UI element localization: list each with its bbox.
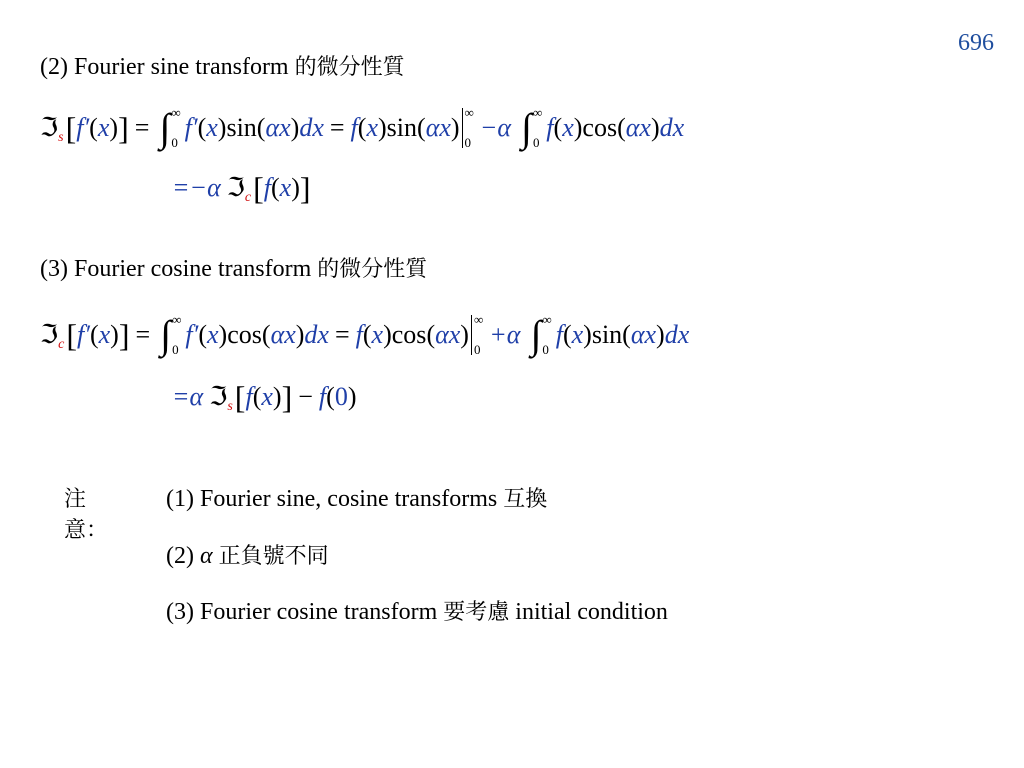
var-x: x — [279, 173, 292, 202]
page-number: 696 — [958, 30, 994, 56]
note-item-3 — [166, 595, 668, 626]
sin-function: sin — [386, 113, 418, 142]
var-x: x — [371, 320, 384, 349]
subscript-c: c — [58, 337, 65, 352]
note-2-alpha: α — [199, 543, 213, 569]
integral-2: ∫ ∞ 0 — [521, 105, 543, 150]
paren-open: ( — [426, 320, 436, 349]
subscript-s: s — [227, 399, 233, 414]
paren-open: ( — [256, 113, 266, 142]
sin-function: sin — [591, 320, 623, 349]
left-bracket: [ — [66, 316, 78, 353]
paren-close: ) — [217, 113, 227, 142]
note-1-text: (1) Fourier sine, cosine transforms — [166, 486, 498, 512]
paren-open: ( — [417, 113, 426, 142]
note-2-cjk: 正負號不同 — [218, 544, 329, 569]
left-bracket: [ — [253, 169, 264, 206]
cos-function: cos — [582, 113, 618, 142]
paren-close: ) — [218, 320, 228, 349]
lower-limit: 0 — [172, 342, 179, 357]
equals: = — [135, 320, 151, 349]
equals: = — [329, 113, 345, 142]
transform-symbol: ℑ — [40, 320, 59, 349]
left-bracket: [ — [65, 109, 77, 146]
paren-close: ) — [583, 320, 592, 349]
minus: − — [298, 382, 313, 411]
paren-close: ) — [650, 113, 660, 142]
dx: dx — [664, 320, 690, 349]
paren-open: ( — [89, 113, 98, 142]
section3-equation-line1 — [40, 310, 689, 360]
integral-2: ∫ ∞ 0 — [530, 312, 552, 357]
paren-open: ( — [261, 320, 271, 349]
note-3-suffix: initial condition — [515, 599, 668, 625]
var-x: x — [207, 320, 219, 349]
paren-open: ( — [252, 382, 262, 411]
section3-equation-line2 — [172, 372, 356, 422]
note-3-text: (3) Fourier cosine transform — [166, 599, 438, 625]
section2-equation-line2 — [172, 163, 311, 213]
section3-heading-en: (3) Fourier cosine transform — [40, 256, 312, 282]
paren-close: ) — [290, 113, 300, 142]
paren-close: ) — [656, 320, 665, 349]
paren-open: ( — [362, 320, 372, 349]
f-prime: f′ — [185, 320, 199, 349]
section3-heading-cjk: 的微分性質 — [317, 257, 428, 282]
lower-limit: 0 — [533, 135, 540, 150]
transform-symbol: ℑ — [209, 382, 228, 411]
equals: = — [334, 320, 350, 349]
paren-open: ( — [89, 320, 99, 349]
note-2-text: (2) — [166, 543, 194, 569]
var-x: x — [261, 382, 273, 411]
var-x: x — [97, 113, 110, 142]
paren-open: ( — [198, 320, 207, 349]
f: f — [263, 173, 271, 202]
equals-minus-alpha: =−α — [172, 173, 221, 202]
alpha-x: αx — [270, 320, 296, 349]
alpha-x: αx — [630, 320, 657, 349]
paren-open: ( — [357, 113, 367, 142]
paren-close: ) — [383, 320, 392, 349]
paren-open: ( — [553, 113, 563, 142]
transform-symbol: ℑ — [226, 173, 245, 202]
integral-1: ∫ ∞ 0 — [159, 105, 181, 150]
subscript-c: c — [244, 190, 252, 205]
subscript-s: s — [58, 130, 64, 145]
f: f — [355, 320, 363, 349]
paren-close: ) — [450, 113, 460, 142]
upper-limit: ∞ — [473, 312, 484, 327]
upper-limit: ∞ — [171, 105, 181, 120]
paren-close: ) — [291, 173, 300, 202]
f: f — [318, 382, 327, 411]
var-x: x — [366, 113, 378, 142]
integral-1: ∫ ∞ 0 — [160, 312, 182, 357]
cos-function: cos — [391, 320, 427, 349]
right-bracket: ] — [118, 109, 129, 146]
paren-close: ) — [110, 320, 119, 349]
note-item-1 — [166, 482, 547, 513]
cos-function: cos — [227, 320, 262, 349]
paren-close: ) — [378, 113, 387, 142]
plus-alpha: +α — [489, 320, 521, 349]
alpha-x: αx — [435, 320, 461, 349]
f: f — [555, 320, 563, 349]
upper-limit: ∞ — [172, 312, 182, 327]
left-bracket: [ — [234, 378, 246, 415]
equals: = — [134, 113, 150, 142]
equals-alpha: =α — [172, 382, 204, 411]
var-x: x — [98, 320, 111, 349]
f-prime: f′ — [184, 113, 198, 142]
section2-heading-cjk: 的微分性質 — [294, 55, 405, 80]
lower-limit: 0 — [464, 135, 472, 150]
f: f — [350, 113, 358, 142]
f: f — [546, 113, 554, 142]
f-prime: f′ — [76, 113, 90, 142]
lower-limit: 0 — [473, 342, 481, 357]
paren-open: ( — [197, 113, 207, 142]
lower-limit: 0 — [542, 342, 549, 357]
paren-close: ) — [109, 113, 119, 142]
upper-limit: ∞ — [464, 105, 474, 120]
section2-heading-en: (2) Fourier sine transform — [40, 54, 289, 80]
paren-close: ) — [460, 320, 469, 349]
transform-symbol: ℑ — [40, 113, 59, 142]
evaluation-bar — [469, 313, 483, 357]
paren-close: ) — [573, 113, 583, 142]
paren-open: ( — [617, 113, 626, 142]
lower-limit: 0 — [171, 135, 178, 150]
note-item-2 — [166, 539, 329, 570]
notes-label: 注意： — [64, 487, 109, 543]
alpha-x: αx — [265, 113, 291, 142]
note-3-cjk: 要考慮 — [443, 600, 510, 625]
paren-open: ( — [562, 320, 572, 349]
paren-close: ) — [295, 320, 305, 349]
alpha-x: αx — [625, 113, 651, 142]
paren-close: ) — [347, 382, 357, 411]
dx: dx — [659, 113, 685, 142]
paren-close: ) — [272, 382, 282, 411]
evaluation-bar — [460, 106, 474, 150]
sin-function: sin — [226, 113, 257, 142]
dx: dx — [299, 113, 324, 142]
paren-open: ( — [271, 173, 280, 202]
var-x: x — [562, 113, 574, 142]
note-1-cjk: 互換 — [503, 487, 548, 512]
f: f — [245, 382, 253, 411]
upper-limit: ∞ — [542, 312, 552, 327]
dx: dx — [304, 320, 329, 349]
var-x: x — [571, 320, 584, 349]
right-bracket: ] — [299, 169, 311, 206]
upper-limit: ∞ — [533, 105, 543, 120]
alpha-x: αx — [425, 113, 451, 142]
paren-open: ( — [326, 382, 335, 411]
var-x: x — [206, 113, 218, 142]
right-bracket: ] — [281, 378, 293, 415]
zero: 0 — [334, 382, 348, 411]
minus-alpha: −α — [479, 113, 512, 142]
paren-open: ( — [622, 320, 631, 349]
section3-heading — [40, 252, 427, 283]
right-bracket: ] — [118, 316, 130, 353]
section2-heading — [40, 50, 405, 81]
f-prime: f′ — [77, 320, 90, 349]
section2-equation-line1 — [40, 103, 684, 153]
